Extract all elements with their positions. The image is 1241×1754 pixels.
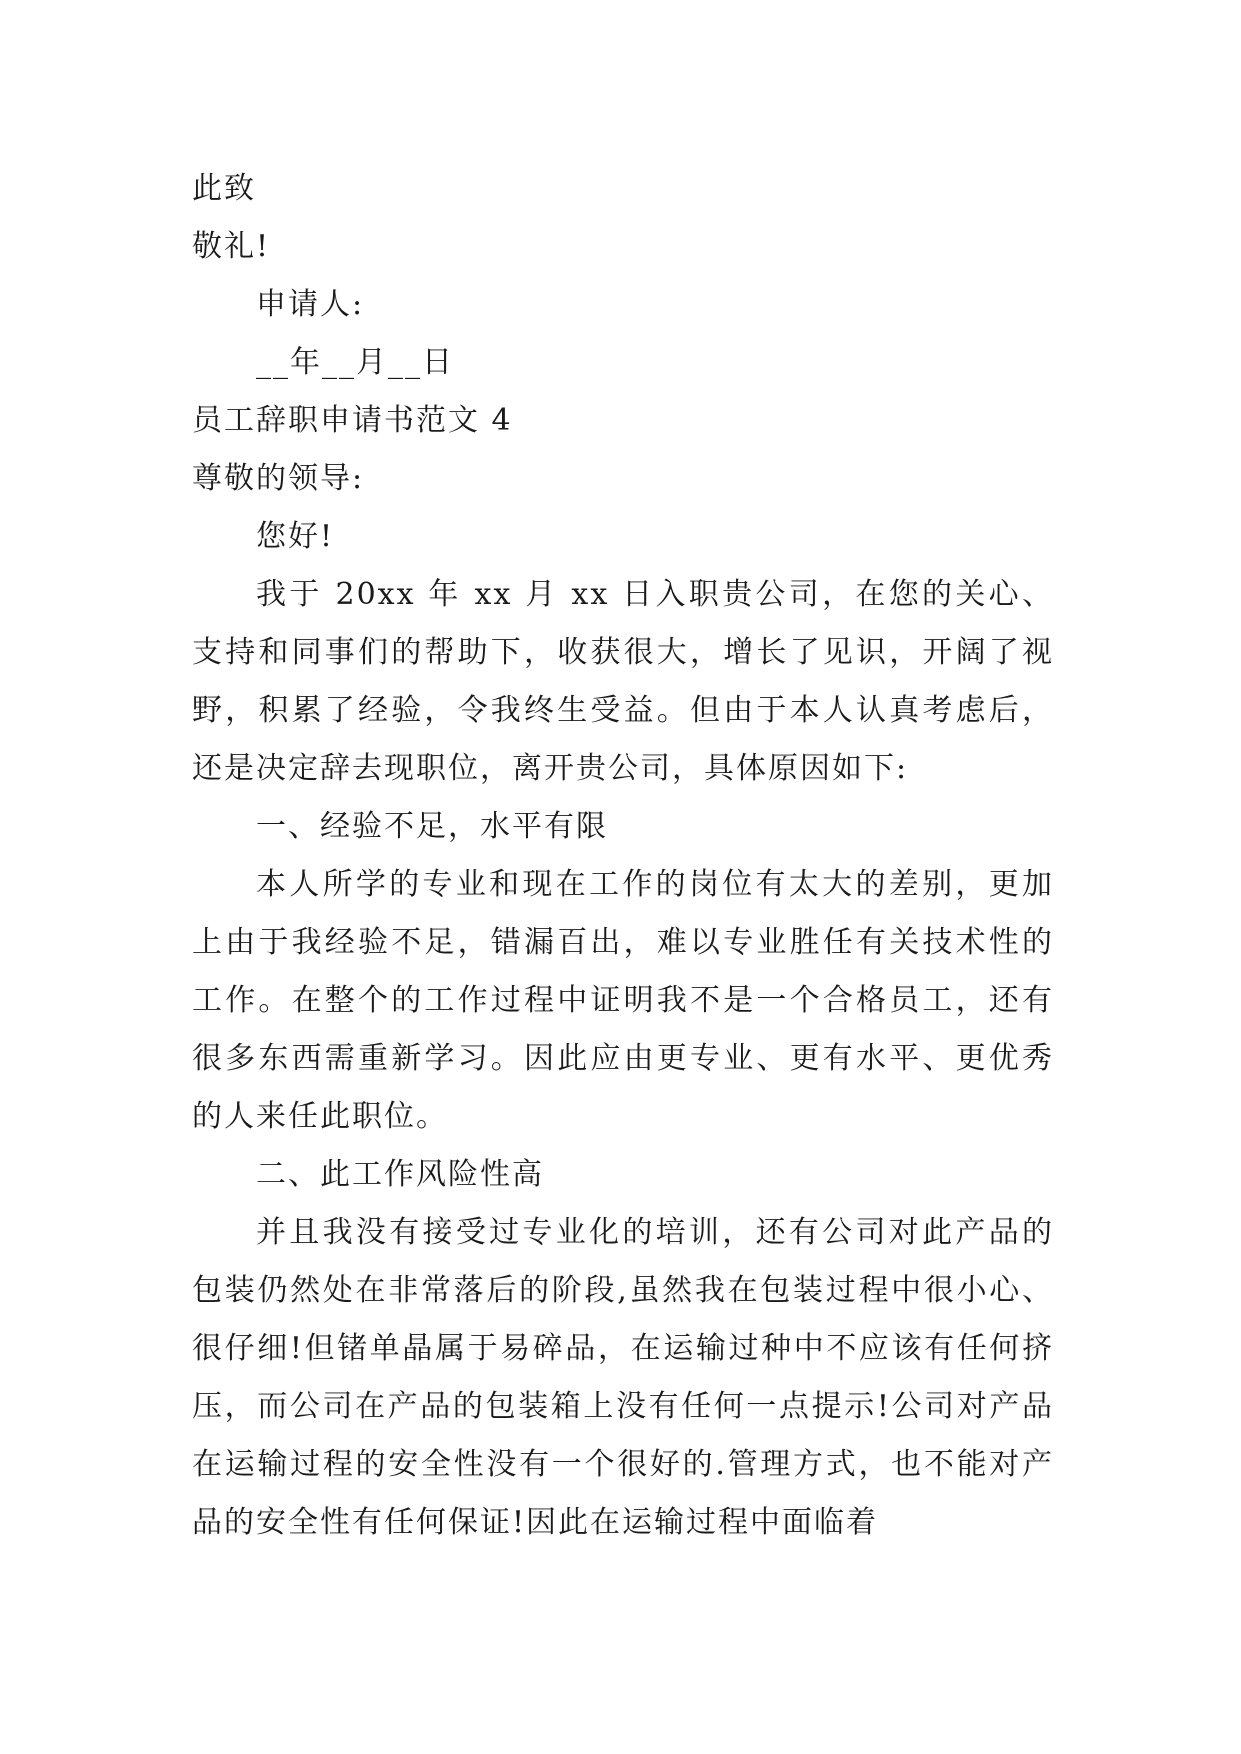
- section-title: 员工辞职申请书范文 4: [192, 403, 513, 438]
- greeting: 您好!: [256, 519, 335, 554]
- reason-paragraph-2: 并且我没有接受过专业化的培训，还有公司对此产品的包装仍然处在非常落后的阶段,虽然我在包装过程中很小心、很仔细!但锗单晶属于易碎品，在运输过种中不应该有任何挤压，而公司在产品的包装箱上没有任何一点提示!公司对产品在运输过程的安全性没有一个很好的.管理方式，也不能对产品的安全性有任何保证!因此在运输过程中面临着: [192, 1215, 1054, 1540]
- reason-heading-2: 二、此工作风险性高: [256, 1157, 544, 1192]
- date-line: __年__月__日: [256, 345, 454, 380]
- reason-heading-1: 一、经验不足，水平有限: [256, 809, 608, 844]
- closing-line-1: 此致: [192, 171, 256, 206]
- intro-paragraph: 我于 20xx 年 xx 月 xx 日入职贵公司，在您的关心、支持和同事们的帮助下，收获很大，增长了见识，开阔了视野，积累了经验，令我终生受益。但由于本人认真考虑后，还是决定辞去现职位，离开贵公司，具体原因如下:: [192, 577, 1054, 786]
- closing-line-2: 敬礼!: [192, 229, 271, 264]
- document-page: [192, 160, 1054, 1552]
- salutation: 尊敬的领导:: [192, 461, 365, 496]
- applicant-label: 申请人:: [256, 287, 365, 322]
- reason-paragraph-1: 本人所学的专业和现在工作的岗位有太大的差别，更加上由于我经验不足，错漏百出，难以专业胜任有关技术性的工作。在整个的工作过程中证明我不是一个合格员工，还有很多东西需重新学习。因此应由更专业、更有水平、更优秀的人来任此职位。: [192, 867, 1054, 1134]
